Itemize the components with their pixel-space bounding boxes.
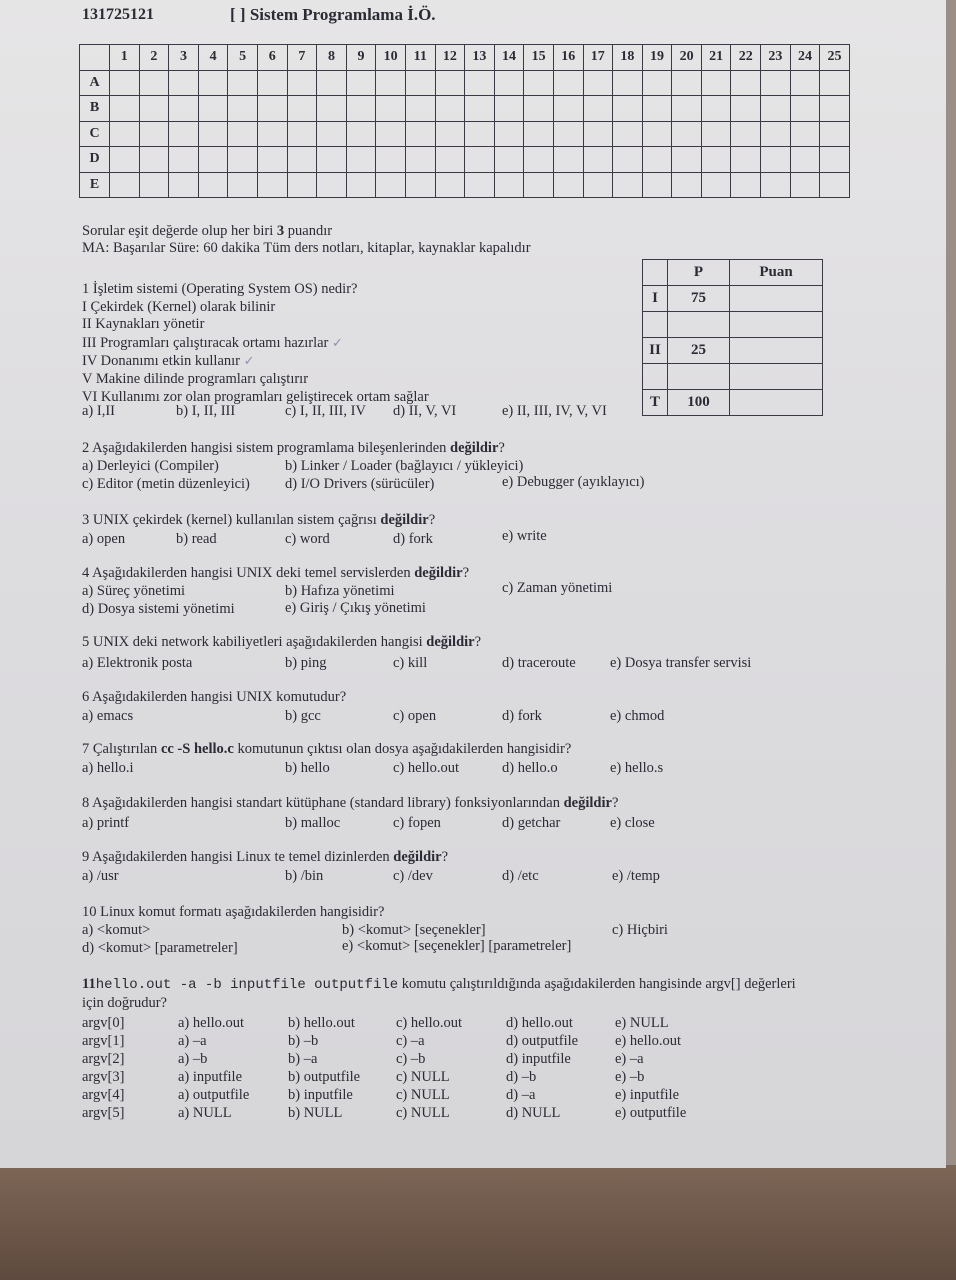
answer-cell[interactable]: [287, 172, 317, 198]
grid-column-header: 6: [257, 45, 287, 71]
argv-option-cell[interactable]: a) NULL: [178, 1105, 232, 1121]
answer-cell[interactable]: [524, 121, 554, 147]
option-d[interactable]: d) hello.o: [502, 760, 558, 776]
option-c[interactable]: c) word: [285, 531, 330, 547]
answer-cell[interactable]: [642, 96, 672, 122]
answer-cell[interactable]: [672, 172, 702, 198]
answer-cell[interactable]: [257, 70, 287, 96]
grid-column-header: 4: [198, 45, 228, 71]
argv-option-cell[interactable]: e) NULL: [615, 1015, 669, 1031]
grid-column-header: 16: [553, 45, 583, 71]
question-8: [82, 795, 618, 813]
answer-cell[interactable]: [317, 172, 347, 198]
option-a[interactable]: a) /usr: [82, 868, 119, 884]
grid-row-header: E: [80, 172, 110, 198]
answer-cell[interactable]: [731, 147, 761, 173]
option-d[interactable]: d) Dosya sistemi yönetimi: [82, 601, 235, 617]
question-5: [82, 634, 481, 652]
answer-cell[interactable]: [257, 96, 287, 122]
option-e[interactable]: e) Dosya transfer servisi: [610, 655, 752, 671]
grid-column-header: 12: [435, 45, 465, 71]
score-header-p: P: [668, 260, 730, 286]
answer-cell[interactable]: [553, 172, 583, 198]
argv-label: argv[1]: [82, 1033, 125, 1049]
check-mark-icon: ✓: [243, 353, 255, 369]
answer-cell[interactable]: [761, 96, 791, 122]
answer-cell[interactable]: [198, 70, 228, 96]
answer-cell[interactable]: [198, 121, 228, 147]
answer-cell[interactable]: [553, 147, 583, 173]
grid-column-header: 25: [820, 45, 850, 71]
option-e[interactable]: e) II, III, IV, V, VI: [502, 403, 607, 419]
grid-column-header: 19: [642, 45, 672, 71]
answer-grid: [79, 44, 850, 198]
answer-cell[interactable]: [317, 121, 347, 147]
argv-option-cell[interactable]: e) –a: [615, 1051, 644, 1067]
answer-cell[interactable]: [198, 147, 228, 173]
answer-cell[interactable]: [405, 147, 435, 173]
answer-cell[interactable]: [672, 70, 702, 96]
question-title: 2 Aşağıdakilerden hangisi sistem programlama bileşenlerinden değildir?: [82, 440, 505, 456]
grid-column-header: 22: [731, 45, 761, 71]
option-c[interactable]: c) I, II, III, IV: [285, 403, 366, 419]
answer-cell[interactable]: [672, 96, 702, 122]
answer-cell[interactable]: [376, 147, 406, 173]
question-title: 3 UNIX çekirdek (kernel) kullanılan sistem çağrısı değildir?: [82, 512, 436, 528]
option-e[interactable]: e) close: [610, 815, 655, 831]
option-b[interactable]: b) Linker / Loader (bağlayıcı / yükleyici): [285, 458, 524, 474]
argv-option-cell[interactable]: c) –b: [396, 1051, 426, 1067]
grid-column-header: 11: [405, 45, 435, 71]
grid-column-header: 9: [346, 45, 376, 71]
answer-cell[interactable]: [494, 147, 524, 173]
exam-rules: [82, 223, 531, 257]
option-b[interactable]: b) I, II, III: [176, 403, 236, 419]
command-text: hello.out -a -b inputfile outputfile: [95, 977, 399, 993]
question-7: [82, 741, 571, 759]
grid-row-header: C: [80, 121, 110, 147]
answer-cell[interactable]: [583, 70, 613, 96]
check-mark-icon: ✓: [332, 334, 343, 350]
answer-cell[interactable]: [139, 147, 169, 173]
answer-cell[interactable]: [228, 70, 258, 96]
answer-cell[interactable]: [257, 147, 287, 173]
answer-cell[interactable]: [494, 70, 524, 96]
score-row-p: 100: [668, 390, 730, 416]
option-d[interactable]: d) traceroute: [502, 655, 576, 671]
option-e[interactable]: e) hello.s: [610, 760, 664, 776]
score-row-puan: [730, 338, 823, 364]
question-title-line2: için doğrudur?: [82, 994, 167, 1011]
answer-cell[interactable]: [405, 70, 435, 96]
option-c[interactable]: c) hello.out: [393, 760, 460, 776]
answer-cell[interactable]: [553, 70, 583, 96]
argv-option-cell[interactable]: b) –a: [288, 1051, 318, 1067]
question-title: 10 Linux komut formatı aşağıdakilerden hangisidir?: [82, 904, 385, 920]
answer-cell[interactable]: [346, 121, 376, 147]
answer-cell[interactable]: [346, 147, 376, 173]
argv-option-cell[interactable]: d) NULL: [506, 1105, 561, 1121]
question-title: 8 Aşağıdakilerden hangisi standart kütüphane (standard library) fonksiyonlarından değildir?: [82, 795, 619, 811]
argv-option-cell[interactable]: b) outputfile: [288, 1069, 361, 1085]
answer-cell[interactable]: [169, 121, 199, 147]
question-title: 7 Çalıştırılan cc -S hello.c komutunun çıktısı olan dosya aşağıdakilerden hangisidir?: [82, 741, 572, 757]
answer-cell[interactable]: [110, 147, 140, 173]
answer-cell[interactable]: [672, 147, 702, 173]
answer-cell[interactable]: [376, 96, 406, 122]
student-id: 131725121: [82, 6, 154, 23]
score-table: [642, 259, 823, 416]
answer-cell[interactable]: [761, 121, 791, 147]
answer-cell[interactable]: [494, 96, 524, 122]
answer-cell[interactable]: [731, 96, 761, 122]
question-title: 6 Aşağıdakilerden hangisi UNIX komutudur?: [82, 689, 347, 705]
option-d[interactable]: d) /etc: [502, 868, 539, 884]
statement-item: VI Kullanımı zor olan programları geliştirecek ortam sağlar: [82, 388, 429, 405]
argv-option-cell[interactable]: b) hello.out: [288, 1015, 355, 1031]
answer-cell[interactable]: [820, 172, 850, 198]
rules-line-1: Sorular eşit değerde olup her biri 3 puandır: [82, 223, 333, 239]
grid-corner: [80, 45, 110, 71]
answer-cell[interactable]: [435, 70, 465, 96]
option-c[interactable]: c) fopen: [393, 815, 441, 831]
answer-cell[interactable]: [790, 70, 820, 96]
score-row-puan: [730, 286, 823, 312]
question-title: 4 Aşağıdakilerden hangisi UNIX deki temel servislerden değildir?: [82, 565, 469, 581]
option-e[interactable]: e) /temp: [612, 868, 660, 884]
answer-cell[interactable]: [701, 121, 731, 147]
answer-cell[interactable]: [405, 96, 435, 122]
answer-cell[interactable]: [731, 172, 761, 198]
answer-cell[interactable]: [701, 70, 731, 96]
option-b[interactable]: b) Hafıza yönetimi: [285, 583, 395, 599]
answer-cell[interactable]: [376, 121, 406, 147]
answer-cell[interactable]: [110, 121, 140, 147]
argv-option-cell[interactable]: a) hello.out: [178, 1015, 245, 1031]
answer-cell[interactable]: [376, 172, 406, 198]
argv-label: argv[5]: [82, 1105, 125, 1121]
score-row-puan: [730, 390, 823, 416]
question-6: [82, 689, 346, 707]
option-c[interactable]: c) Zaman yönetimi: [502, 580, 613, 596]
argv-option-cell[interactable]: c) –a: [396, 1033, 425, 1049]
grid-column-header: 1: [110, 45, 140, 71]
answer-cell[interactable]: [701, 147, 731, 173]
answer-cell[interactable]: [524, 70, 554, 96]
option-a[interactable]: a) I,II: [82, 403, 116, 419]
option-d[interactable]: d) fork: [393, 531, 433, 547]
option-a[interactable]: a) Derleyici (Compiler): [82, 458, 219, 474]
option-e[interactable]: e) <komut> [seçenekler] [parametreler]: [342, 938, 572, 954]
answer-cell[interactable]: [435, 121, 465, 147]
argv-label: argv[2]: [82, 1051, 125, 1067]
option-e[interactable]: e) chmod: [610, 708, 665, 724]
answer-cell[interactable]: [465, 121, 495, 147]
answer-cell[interactable]: [169, 70, 199, 96]
argv-option-cell[interactable]: e) hello.out: [615, 1033, 682, 1049]
answer-cell[interactable]: [820, 121, 850, 147]
answer-cell[interactable]: [169, 96, 199, 122]
answer-cell[interactable]: [524, 147, 554, 173]
option-a[interactable]: a) Elektronik posta: [82, 655, 193, 671]
grid-column-header: 8: [317, 45, 347, 71]
answer-cell[interactable]: [524, 96, 554, 122]
argv-option-cell[interactable]: b) NULL: [288, 1105, 343, 1121]
argv-label: argv[4]: [82, 1087, 125, 1103]
grid-column-header: 5: [228, 45, 258, 71]
grid-row-header: A: [80, 70, 110, 96]
argv-option-cell[interactable]: a) inputfile: [178, 1069, 243, 1085]
argv-option-cell[interactable]: d) hello.out: [506, 1015, 573, 1031]
grid-column-header: 20: [672, 45, 702, 71]
option-b[interactable]: b) ping: [285, 655, 327, 671]
question-title: 5 UNIX deki network kabiliyetleri aşağıdakilerden hangisi değildir?: [82, 634, 482, 650]
answer-cell[interactable]: [228, 147, 258, 173]
argv-label: argv[0]: [82, 1015, 125, 1031]
answer-cell[interactable]: [435, 96, 465, 122]
rules-line-2: MA: Başarılar Süre: 60 dakika Tüm ders notları, kitaplar, kaynaklar kapalıdır: [82, 240, 531, 256]
grid-column-header: 14: [494, 45, 524, 71]
answer-cell[interactable]: [317, 147, 347, 173]
answer-cell[interactable]: [405, 121, 435, 147]
argv-option-cell[interactable]: d) –a: [506, 1087, 536, 1103]
option-a[interactable]: a) <komut>: [82, 922, 151, 938]
answer-cell[interactable]: [494, 121, 524, 147]
answer-cell[interactable]: [139, 172, 169, 198]
answer-cell[interactable]: [820, 96, 850, 122]
statement-item: IV Donanımı etkin kullanır ✓: [82, 353, 255, 370]
course-title: [ ] Sistem Programlama İ.Ö.: [230, 5, 436, 24]
answer-cell[interactable]: [761, 172, 791, 198]
argv-option-cell[interactable]: b) inputfile: [288, 1087, 353, 1103]
option-c[interactable]: c) kill: [393, 655, 428, 671]
question-title: 11hello.out -a -b inputfile outputfile komutu çalıştırıldığında aşağıdakilerden hangisinde argv[] değerleri: [82, 976, 796, 993]
answer-cell[interactable]: [701, 96, 731, 122]
answer-cell[interactable]: [139, 96, 169, 122]
score-row-p: 75: [668, 286, 730, 312]
answer-cell[interactable]: [465, 147, 495, 173]
answer-cell[interactable]: [761, 70, 791, 96]
grid-column-header: 3: [169, 45, 199, 71]
grid-column-header: 18: [613, 45, 643, 71]
answer-cell[interactable]: [820, 70, 850, 96]
answer-cell[interactable]: [613, 172, 643, 198]
answer-cell[interactable]: [524, 172, 554, 198]
grid-column-header: 21: [701, 45, 731, 71]
answer-cell[interactable]: [346, 172, 376, 198]
answer-cell[interactable]: [820, 147, 850, 173]
statement-item: I Çekirdek (Kernel) olarak bilinir: [82, 298, 276, 315]
answer-cell[interactable]: [731, 121, 761, 147]
argv-label: argv[3]: [82, 1069, 125, 1085]
option-b[interactable]: b) /bin: [285, 868, 324, 884]
answer-cell[interactable]: [198, 172, 228, 198]
answer-cell[interactable]: [228, 172, 258, 198]
option-d[interactable]: d) II, V, VI: [393, 403, 457, 419]
answer-cell[interactable]: [790, 172, 820, 198]
statement-item: II Kaynakları yönetir: [82, 316, 205, 333]
option-b[interactable]: b) malloc: [285, 815, 341, 831]
question-4: [82, 565, 469, 583]
answer-cell[interactable]: [169, 147, 199, 173]
option-a[interactable]: a) emacs: [82, 708, 134, 724]
answer-cell[interactable]: [465, 172, 495, 198]
answer-cell[interactable]: [465, 96, 495, 122]
grid-row-header: D: [80, 147, 110, 173]
answer-cell[interactable]: [110, 70, 140, 96]
option-c[interactable]: c) Editor (metin düzenleyici): [82, 476, 250, 492]
answer-cell[interactable]: [642, 172, 672, 198]
answer-cell[interactable]: [287, 121, 317, 147]
argv-option-cell[interactable]: e) outputfile: [615, 1105, 687, 1121]
answer-cell[interactable]: [405, 172, 435, 198]
argv-option-cell[interactable]: a) –b: [178, 1051, 208, 1067]
grid-column-header: 17: [583, 45, 613, 71]
answer-cell[interactable]: [553, 121, 583, 147]
answer-cell[interactable]: [613, 147, 643, 173]
argv-option-cell[interactable]: e) inputfile: [615, 1087, 680, 1103]
score-row-p: 25: [668, 338, 730, 364]
answer-cell[interactable]: [228, 96, 258, 122]
answer-cell[interactable]: [287, 96, 317, 122]
argv-option-cell[interactable]: e) –b: [615, 1069, 645, 1085]
statement-item: III Programları çalıştıracak ortamı hazırlar ✓: [82, 334, 343, 351]
answer-cell[interactable]: [672, 121, 702, 147]
answer-cell[interactable]: [139, 70, 169, 96]
grid-row-header: B: [80, 96, 110, 122]
answer-cell[interactable]: [613, 96, 643, 122]
answer-cell[interactable]: [761, 147, 791, 173]
option-b[interactable]: b) read: [176, 531, 217, 547]
answer-cell[interactable]: [257, 121, 287, 147]
argv-option-cell[interactable]: c) NULL: [396, 1069, 450, 1085]
option-b[interactable]: b) gcc: [285, 708, 321, 724]
answer-cell[interactable]: [583, 172, 613, 198]
argv-option-cell[interactable]: c) NULL: [396, 1105, 450, 1121]
grid-column-header: 13: [465, 45, 495, 71]
answer-cell[interactable]: [790, 147, 820, 173]
option-e[interactable]: e) Debugger (ayıklayıcı): [502, 474, 645, 490]
answer-cell[interactable]: [287, 70, 317, 96]
option-d[interactable]: d) I/O Drivers (sürücüler): [285, 476, 435, 492]
argv-option-cell[interactable]: a) –a: [178, 1033, 207, 1049]
option-e[interactable]: e) Giriş / Çıkış yönetimi: [285, 600, 426, 616]
grid-column-header: 2: [139, 45, 169, 71]
answer-cell[interactable]: [731, 70, 761, 96]
question-title: 9 Aşağıdakilerden hangisi Linux te temel dizinlerden değildir?: [82, 849, 449, 865]
score-header-puan: Puan: [730, 260, 823, 286]
answer-cell[interactable]: [583, 121, 613, 147]
option-d[interactable]: d) <komut> [parametreler]: [82, 940, 238, 956]
answer-cell[interactable]: [494, 172, 524, 198]
option-b[interactable]: b) hello: [285, 760, 330, 776]
score-row-label: I: [643, 286, 668, 312]
option-a[interactable]: a) open: [82, 531, 126, 547]
argv-option-cell[interactable]: a) outputfile: [178, 1087, 250, 1103]
answer-cell[interactable]: [642, 121, 672, 147]
argv-option-cell[interactable]: c) hello.out: [396, 1015, 463, 1031]
answer-cell[interactable]: [613, 121, 643, 147]
grid-column-header: 7: [287, 45, 317, 71]
option-c[interactable]: c) Hiçbiri: [612, 922, 668, 938]
answer-cell[interactable]: [642, 70, 672, 96]
option-a[interactable]: a) Süreç yönetimi: [82, 583, 186, 599]
answer-cell[interactable]: [613, 70, 643, 96]
option-d[interactable]: d) getchar: [502, 815, 561, 831]
option-e[interactable]: e) write: [502, 528, 547, 544]
answer-cell[interactable]: [376, 70, 406, 96]
answer-cell[interactable]: [287, 147, 317, 173]
argv-option-cell[interactable]: d) –b: [506, 1069, 537, 1085]
answer-cell[interactable]: [228, 121, 258, 147]
argv-option-cell[interactable]: d) inputfile: [506, 1051, 571, 1067]
answer-cell[interactable]: [701, 172, 731, 198]
grid-column-header: 10: [376, 45, 406, 71]
answer-cell[interactable]: [169, 172, 199, 198]
answer-cell[interactable]: [435, 172, 465, 198]
answer-cell[interactable]: [583, 147, 613, 173]
score-row-label: II: [643, 338, 668, 364]
question-11: [82, 976, 796, 1012]
answer-cell[interactable]: [346, 96, 376, 122]
argv-option-cell[interactable]: d) outputfile: [506, 1033, 579, 1049]
answer-cell[interactable]: [435, 147, 465, 173]
answer-cell[interactable]: [642, 147, 672, 173]
grid-column-header: 24: [790, 45, 820, 71]
answer-cell[interactable]: [790, 96, 820, 122]
argv-option-cell[interactable]: c) NULL: [396, 1087, 450, 1103]
answer-cell[interactable]: [790, 121, 820, 147]
option-c[interactable]: c) /dev: [393, 868, 433, 884]
answer-cell[interactable]: [553, 96, 583, 122]
answer-cell[interactable]: [257, 172, 287, 198]
grid-column-header: 23: [761, 45, 791, 71]
answer-cell[interactable]: [110, 172, 140, 198]
question-1: [82, 281, 429, 406]
question-9: [82, 849, 448, 867]
option-a[interactable]: a) hello.i: [82, 760, 134, 776]
question-2: [82, 440, 505, 458]
answer-cell[interactable]: [198, 96, 228, 122]
grid-column-header: 15: [524, 45, 554, 71]
option-d[interactable]: d) fork: [502, 708, 542, 724]
answer-cell[interactable]: [465, 70, 495, 96]
answer-cell[interactable]: [583, 96, 613, 122]
question-title: 1 İşletim sistemi (Operating System OS) nedir?: [82, 281, 358, 297]
argv-option-cell[interactable]: b) –b: [288, 1033, 319, 1049]
answer-cell[interactable]: [346, 70, 376, 96]
question-3: [82, 512, 435, 530]
score-row-label: T: [643, 390, 668, 416]
option-c[interactable]: c) open: [393, 708, 437, 724]
answer-cell[interactable]: [139, 121, 169, 147]
question-10: [82, 904, 384, 922]
option-a[interactable]: a) printf: [82, 815, 130, 831]
statement-item: V Makine dilinde programları çalıştırır: [82, 370, 309, 387]
option-b[interactable]: b) <komut> [seçenekler]: [342, 922, 486, 938]
answer-cell[interactable]: [317, 70, 347, 96]
answer-cell[interactable]: [317, 96, 347, 122]
answer-cell[interactable]: [110, 96, 140, 122]
desk-background: [0, 1165, 956, 1280]
